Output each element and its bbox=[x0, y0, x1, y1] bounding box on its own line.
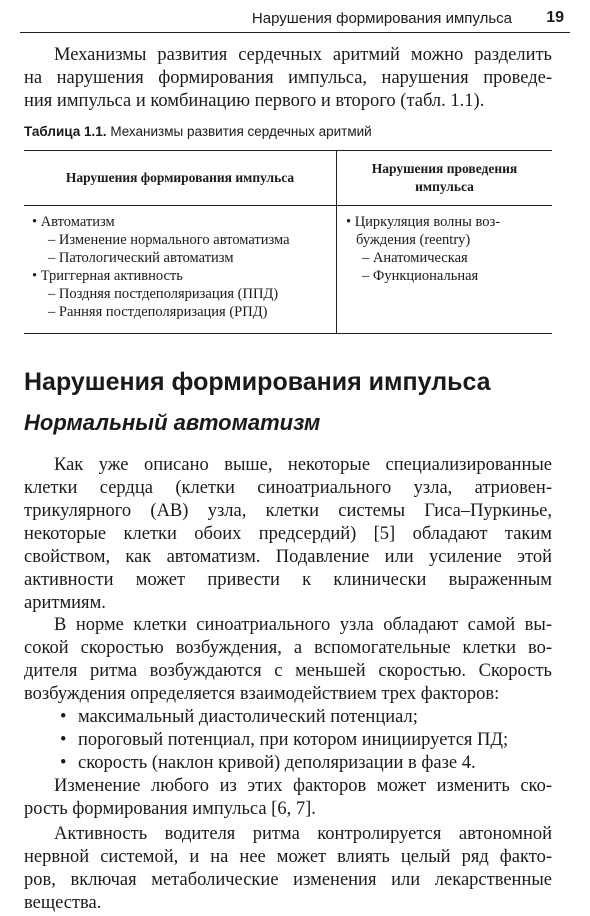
list-item: – Анатомическая bbox=[362, 250, 468, 266]
text-line: Изменение любого из этих факторов может изменить ско- bbox=[54, 776, 552, 796]
running-head-title: Нарушения формирования импульса bbox=[251, 10, 512, 27]
bullet-text: скорость (наклон кривой) деполяризации в фазе 4. bbox=[78, 753, 476, 773]
list-item: • Циркуляция волны воз- bbox=[346, 214, 501, 230]
list-item: – Патологический автоматизм bbox=[48, 250, 234, 266]
text-line: возбуждения определяется взаимодействием трех факторов: bbox=[24, 684, 500, 704]
paragraph-2 bbox=[24, 614, 552, 706]
text-line: вещества. bbox=[24, 893, 102, 913]
text-line: клетки сердца (клетки синоатриального узла, атриовен- bbox=[24, 478, 552, 498]
header-line: Нарушения проведения bbox=[371, 161, 518, 176]
bullet-item bbox=[60, 706, 508, 729]
paragraph-4 bbox=[24, 823, 552, 915]
text-line: дителя ритма возбуждаются с меньшей скоростью. Скорость bbox=[24, 661, 552, 681]
list-item: • Автоматизм bbox=[32, 214, 115, 230]
text-line: Как уже описано выше, некоторые специализированные bbox=[54, 455, 552, 475]
column-header-conduction bbox=[337, 160, 552, 196]
list-item: – Ранняя постдеполяризация (РПД) bbox=[48, 304, 268, 320]
text-line: В норме клетки синоатриального узла обладают самой вы- bbox=[54, 615, 552, 635]
text-line: аритмиям. bbox=[24, 593, 106, 613]
subsection-heading: Нормальный автоматизм bbox=[24, 410, 321, 435]
table-caption-text: Механизмы развития сердечных аритмий bbox=[110, 124, 372, 139]
list-item: • Триггерная активность bbox=[32, 268, 183, 284]
intro-paragraph bbox=[24, 44, 552, 113]
text-line: ров, включая метаболические изменения или лекарственные bbox=[24, 870, 552, 890]
text-line: Активность водителя ритма контролируется автономной bbox=[54, 824, 552, 844]
table-caption-label: Таблица 1.1. bbox=[24, 124, 107, 139]
header-line: импульса bbox=[415, 179, 474, 194]
bullet-text: пороговый потенциал, при котором инициируется ПД; bbox=[78, 730, 509, 750]
text-line: сокой скоростью возбуждения, а вспомогательные клетки во- bbox=[24, 638, 552, 658]
text-line: рость формирования импульса [6, 7]. bbox=[24, 799, 316, 819]
page-number: 19 bbox=[546, 9, 564, 26]
bullet-text: максимальный диастолический потенциал; bbox=[78, 707, 418, 727]
mechanisms-table bbox=[24, 150, 552, 334]
table-caption bbox=[24, 124, 372, 139]
header-divider bbox=[24, 205, 552, 206]
paragraph-3 bbox=[24, 775, 552, 821]
paragraph-1 bbox=[24, 454, 552, 615]
running-head bbox=[20, 6, 570, 33]
bullet-dot: • bbox=[60, 707, 67, 727]
text-line: трикулярного (АВ) узла, клетки системы Гиса–Пуркинье, bbox=[24, 501, 552, 521]
text-line: активности может привести к клинически выраженным bbox=[24, 570, 552, 590]
bullet-item bbox=[60, 729, 508, 752]
conduction-cell bbox=[346, 213, 546, 285]
text-line: некоторые клетки обоих предсердий) [5] обладают таким bbox=[24, 524, 552, 544]
list-item: – Функциональная bbox=[362, 268, 479, 284]
column-header-formation: Нарушения формирования импульса bbox=[65, 170, 295, 185]
list-item: – Изменение нормального автоматизма bbox=[48, 232, 290, 248]
text-line: Механизмы развития сердечных аритмий можно разделить bbox=[54, 45, 552, 65]
section-heading: Нарушения формирования импульса bbox=[24, 368, 491, 396]
formation-cell bbox=[32, 213, 332, 321]
bullet-dot: • bbox=[60, 730, 67, 750]
text-line: ния импульса и комбинацию первого и второго (табл. 1.1). bbox=[24, 91, 485, 111]
bullet-dot: • bbox=[60, 753, 67, 773]
bullet-item bbox=[60, 752, 508, 775]
text-line: свойством, как автоматизм. Подавление или усиление этой bbox=[24, 547, 552, 567]
list-item: буждения (reentry) bbox=[356, 232, 471, 248]
text-line: на нарушения формирования импульса, нарушения проведе- bbox=[24, 68, 552, 88]
text-line: нервной системой, и на нее может влиять целый ряд факто- bbox=[24, 847, 552, 867]
list-item: – Поздняя постдеполяризация (ППД) bbox=[48, 286, 279, 302]
factor-bullet-list bbox=[60, 706, 508, 775]
